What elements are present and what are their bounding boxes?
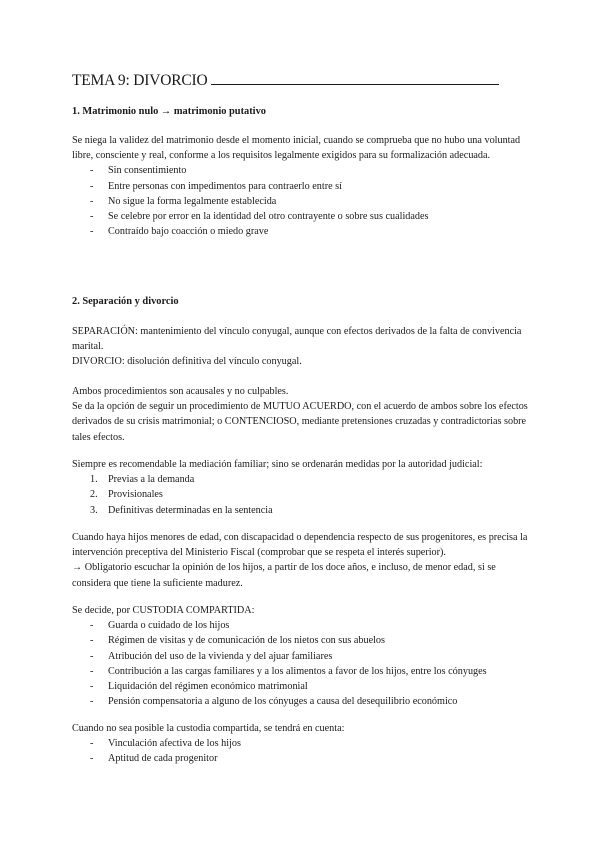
custody-list [72, 618, 532, 709]
section-2-heading: 2. Separación y divorcio [72, 296, 179, 307]
title-text: TEMA 9: DIVORCIO [72, 72, 208, 89]
list-item: 2. Provisionales [90, 489, 163, 501]
ambos-paragraph: Ambos procedimientos son acausales y no culpables. [72, 386, 289, 397]
list-item: - Guarda o cuidado de los hijos [90, 620, 230, 632]
children-block [72, 530, 532, 591]
list-item: - Vinculación afectiva de los hijos [90, 738, 241, 750]
mediacion-paragraph: Siempre es recomendable la mediación familiar; sino se ordenarán medidas por la autoridad judicial: [72, 459, 483, 470]
no-custody-list [72, 736, 532, 766]
separacion-definition: SEPARACIÓN: mantenimiento del vínculo conyugal, aunque con efectos derivados de la falta de convivencia marital. [72, 326, 522, 353]
section-1 [72, 104, 532, 119]
list-item: - Contraído bajo coacción o miedo grave [90, 226, 269, 238]
section-1-body [72, 133, 532, 239]
section-1-heading: 1. Matrimonio nulo → matrimonio putativo [72, 106, 266, 117]
list-item: - Se celebre por error en la identidad del otro contrayente o sobre sus cualidades [90, 211, 429, 223]
list-item: - Aptitud de cada progenitor [90, 753, 218, 765]
list-item: 3. Definitivas determinadas en la sentencia [90, 504, 273, 516]
list-item: - Entre personas con impedimentos para contraerlo entre sí [90, 180, 342, 192]
custodia-paragraph: Se decide, por CUSTODIA COMPARTIDA: [72, 605, 255, 616]
no-custodia-paragraph: Cuando no sea posible la custodia compartida, se tendrá en cuenta: [72, 723, 345, 734]
measures-list [72, 472, 532, 518]
opcion-paragraph: Se da la opción de seguir un procedimiento de MUTUO ACUERDO, con el acuerdo de ambos sobre los efectos derivados de su crisis matrimonial; o CONTENCIOSO, mediante pretensiones cruzadas y contradictorias sobre tales efectos. [72, 401, 528, 443]
list-item: - Liquidación del régimen económico matrimonial [90, 681, 308, 693]
custody-block [72, 603, 532, 709]
divorcio-definition: DIVORCIO: disolución definitiva del vínculo conyugal. [72, 356, 302, 368]
section-1-paragraph: Se niega la validez del matrimonio desde el momento inicial, cuando se comprueba que no hubo una voluntad libre, consciente y real, conforme a los requisitos legalmente exigidos para su formalización adecuada. [72, 135, 521, 162]
list-item: - Atribución del uso de la vivienda y del ajuar familiares [90, 650, 333, 662]
mediation [72, 457, 532, 518]
section-2 [72, 294, 532, 309]
list-item: - Sin consentimiento [90, 165, 187, 177]
list-item: - No sigue la forma legalmente establecida [90, 195, 277, 207]
obligatorio-paragraph: → Obligatorio escuchar la opinión de los hijos, a partir de los doce años, e incluso, de menor edad, si se considera que tiene la suficiente madurez. [72, 562, 496, 589]
title-underline [211, 70, 499, 85]
nullity-causes-list [72, 163, 532, 239]
page-title [72, 70, 499, 90]
procedures [72, 384, 532, 445]
list-item: - Pensión compensatoria a alguno de los cónyuges a causa del desequilibrio económico [90, 696, 458, 708]
hijos-paragraph: Cuando haya hijos menores de edad, con discapacidad o dependencia respecto de sus progenitores, es precisa la intervención preceptiva del Ministerio Fiscal (comprobar que se respeta el interés superior). [72, 532, 528, 559]
list-item: - Contribución a las cargas familiares y a los alimentos a favor de los hijos, entre los cónyuges [90, 665, 487, 677]
definitions [72, 324, 532, 370]
no-custody-block [72, 721, 532, 767]
list-item: 1. Previas a la demanda [90, 474, 195, 486]
list-item: - Régimen de visitas y de comunicación de los nietos con sus abuelos [90, 635, 385, 647]
